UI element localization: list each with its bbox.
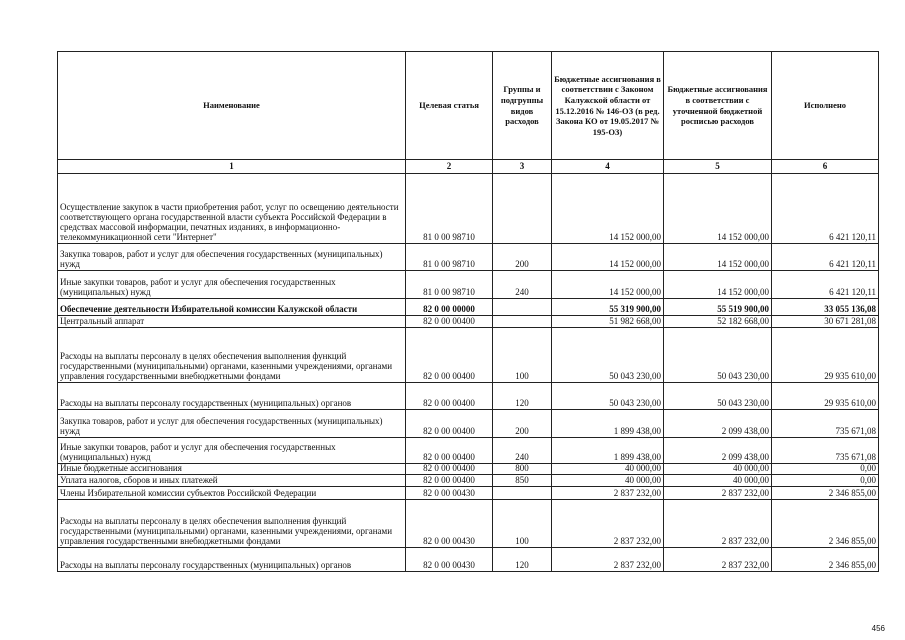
row-name: Расходы на выплаты персоналу государственных (муниципальных) органов bbox=[58, 383, 406, 410]
table-row bbox=[58, 244, 879, 271]
row-law-amount: 51 982 668,00 bbox=[552, 316, 664, 328]
row-target-article: 82 0 00 00400 bbox=[406, 328, 493, 383]
row-law-amount: 50 043 230,00 bbox=[552, 328, 664, 383]
header-executed: Исполнено bbox=[772, 52, 879, 160]
header-expense-groups: Группы и подгруппы видов расходов bbox=[493, 52, 552, 160]
row-executed-amount: 735 671,08 bbox=[772, 410, 879, 438]
row-refined-amount: 2 099 438,00 bbox=[664, 438, 772, 464]
row-executed-amount: 0,00 bbox=[772, 464, 879, 475]
row-target-article: 82 0 00 00400 bbox=[406, 464, 493, 475]
row-target-article: 82 0 00 00400 bbox=[406, 316, 493, 328]
header-row bbox=[58, 52, 879, 160]
row-executed-amount: 29 935 610,00 bbox=[772, 383, 879, 410]
row-expense-group: 120 bbox=[493, 548, 552, 572]
table-row bbox=[58, 500, 879, 548]
row-refined-amount: 14 152 000,00 bbox=[664, 174, 772, 244]
table-row bbox=[58, 174, 879, 244]
row-expense-group: 120 bbox=[493, 383, 552, 410]
row-name: Центральный аппарат bbox=[58, 316, 406, 328]
row-refined-amount: 40 000,00 bbox=[664, 475, 772, 487]
table-row bbox=[58, 464, 879, 475]
row-refined-amount: 40 000,00 bbox=[664, 464, 772, 475]
row-target-article: 82 0 00 00430 bbox=[406, 500, 493, 548]
row-refined-amount: 50 043 230,00 bbox=[664, 328, 772, 383]
row-executed-amount: 2 346 855,00 bbox=[772, 500, 879, 548]
header-name: Наименование bbox=[58, 52, 406, 160]
row-law-amount: 2 837 232,00 bbox=[552, 500, 664, 548]
row-target-article: 82 0 00 00400 bbox=[406, 438, 493, 464]
row-expense-group: 240 bbox=[493, 271, 552, 299]
table-row bbox=[58, 487, 879, 500]
row-law-amount: 50 043 230,00 bbox=[552, 383, 664, 410]
row-name: Расходы на выплаты персоналу государственных (муниципальных) органов bbox=[58, 548, 406, 572]
row-executed-amount: 2 346 855,00 bbox=[772, 487, 879, 500]
row-name: Расходы на выплаты персоналу в целях обеспечения выполнения функций государственными (муниципальными) органами, казенными учреждениями, органами управления государственными внебюджетными фондами bbox=[58, 328, 406, 383]
row-expense-group: 200 bbox=[493, 244, 552, 271]
table-row bbox=[58, 328, 879, 383]
row-name: Обеспечение деятельности Избирательной комиссии Калужской области bbox=[58, 299, 406, 316]
table-body bbox=[58, 174, 879, 572]
row-refined-amount: 2 837 232,00 bbox=[664, 500, 772, 548]
row-law-amount: 40 000,00 bbox=[552, 475, 664, 487]
row-expense-group: 100 bbox=[493, 328, 552, 383]
row-law-amount: 1 899 438,00 bbox=[552, 410, 664, 438]
row-executed-amount: 0,00 bbox=[772, 475, 879, 487]
row-law-amount: 14 152 000,00 bbox=[552, 174, 664, 244]
row-name: Члены Избирательной комиссии субъектов Российской Федерации bbox=[58, 487, 406, 500]
header-law-allocations: Бюджетные ассигнования в соответствии с Законом Калужской области от 15.12.2016 № 146-ОЗ (в ред. Закона КО от 19.05.2017 № 195-ОЗ) bbox=[552, 52, 664, 160]
row-expense-group: 800 bbox=[493, 464, 552, 475]
row-name: Расходы на выплаты персоналу в целях обеспечения выполнения функций государственными (муниципальными) органами, казенными учреждениями, органами управления государственными внебюджетными фондами bbox=[58, 500, 406, 548]
row-refined-amount: 2 837 232,00 bbox=[664, 548, 772, 572]
row-executed-amount: 2 346 855,00 bbox=[772, 548, 879, 572]
table-row bbox=[58, 316, 879, 328]
column-number-row bbox=[58, 160, 879, 174]
row-refined-amount: 14 152 000,00 bbox=[664, 244, 772, 271]
row-refined-amount: 2 099 438,00 bbox=[664, 410, 772, 438]
row-name: Осуществление закупок в части приобретения работ, услуг по освещению деятельности соответствующего органа государственной власти субъекта Российской Федерации в средствах массовой информации, печатных изданиях, в информационно-телекоммуникационной сети "Интернет" bbox=[58, 174, 406, 244]
row-law-amount: 2 837 232,00 bbox=[552, 487, 664, 500]
row-executed-amount: 6 421 120,11 bbox=[772, 244, 879, 271]
row-executed-amount: 6 421 120,11 bbox=[772, 174, 879, 244]
row-name: Иные закупки товаров, работ и услуг для обеспечения государственных (муниципальных) нужд bbox=[58, 271, 406, 299]
row-refined-amount: 2 837 232,00 bbox=[664, 487, 772, 500]
row-target-article: 82 0 00 00400 bbox=[406, 410, 493, 438]
table-row bbox=[58, 475, 879, 487]
row-name: Иные закупки товаров, работ и услуг для обеспечения государственных (муниципальных) нужд bbox=[58, 438, 406, 464]
row-executed-amount: 29 935 610,00 bbox=[772, 328, 879, 383]
table-row bbox=[58, 548, 879, 572]
row-expense-group bbox=[493, 174, 552, 244]
row-law-amount: 1 899 438,00 bbox=[552, 438, 664, 464]
row-law-amount: 14 152 000,00 bbox=[552, 244, 664, 271]
row-executed-amount: 30 671 281,08 bbox=[772, 316, 879, 328]
column-number: 2 bbox=[406, 160, 493, 174]
table-row bbox=[58, 410, 879, 438]
row-refined-amount: 14 152 000,00 bbox=[664, 271, 772, 299]
row-target-article: 81 0 00 98710 bbox=[406, 271, 493, 299]
row-expense-group bbox=[493, 316, 552, 328]
row-target-article: 82 0 00 00430 bbox=[406, 548, 493, 572]
budget-table bbox=[57, 51, 879, 572]
row-executed-amount: 33 055 136,08 bbox=[772, 299, 879, 316]
row-target-article: 82 0 00 00430 bbox=[406, 487, 493, 500]
row-expense-group: 850 bbox=[493, 475, 552, 487]
row-expense-group bbox=[493, 299, 552, 316]
row-target-article: 82 0 00 00400 bbox=[406, 383, 493, 410]
header-target-article: Целевая статья bbox=[406, 52, 493, 160]
page-number: 456 bbox=[871, 624, 885, 633]
column-number: 5 bbox=[664, 160, 772, 174]
row-expense-group bbox=[493, 487, 552, 500]
row-target-article: 81 0 00 98710 bbox=[406, 174, 493, 244]
header-refined-allocations: Бюджетные ассигнования в соответствии с уточненной бюджетной росписью расходов bbox=[664, 52, 772, 160]
row-law-amount: 2 837 232,00 bbox=[552, 548, 664, 572]
row-expense-group: 100 bbox=[493, 500, 552, 548]
row-refined-amount: 52 182 668,00 bbox=[664, 316, 772, 328]
table-row bbox=[58, 271, 879, 299]
row-law-amount: 14 152 000,00 bbox=[552, 271, 664, 299]
row-target-article: 82 0 00 00000 bbox=[406, 299, 493, 316]
row-expense-group: 200 bbox=[493, 410, 552, 438]
row-law-amount: 55 319 900,00 bbox=[552, 299, 664, 316]
table-row bbox=[58, 438, 879, 464]
column-number: 1 bbox=[58, 160, 406, 174]
row-refined-amount: 55 519 900,00 bbox=[664, 299, 772, 316]
row-executed-amount: 6 421 120,11 bbox=[772, 271, 879, 299]
row-expense-group: 240 bbox=[493, 438, 552, 464]
column-number: 3 bbox=[493, 160, 552, 174]
row-refined-amount: 50 043 230,00 bbox=[664, 383, 772, 410]
row-target-article: 81 0 00 98710 bbox=[406, 244, 493, 271]
table-row bbox=[58, 299, 879, 316]
row-name: Иные бюджетные ассигнования bbox=[58, 464, 406, 475]
table-row bbox=[58, 383, 879, 410]
row-name: Уплата налогов, сборов и иных платежей bbox=[58, 475, 406, 487]
row-law-amount: 40 000,00 bbox=[552, 464, 664, 475]
row-executed-amount: 735 671,08 bbox=[772, 438, 879, 464]
column-number: 6 bbox=[772, 160, 879, 174]
column-number: 4 bbox=[552, 160, 664, 174]
row-target-article: 82 0 00 00400 bbox=[406, 475, 493, 487]
row-name: Закупка товаров, работ и услуг для обеспечения государственных (муниципальных) нужд bbox=[58, 244, 406, 271]
row-name: Закупка товаров, работ и услуг для обеспечения государственных (муниципальных) нужд bbox=[58, 410, 406, 438]
